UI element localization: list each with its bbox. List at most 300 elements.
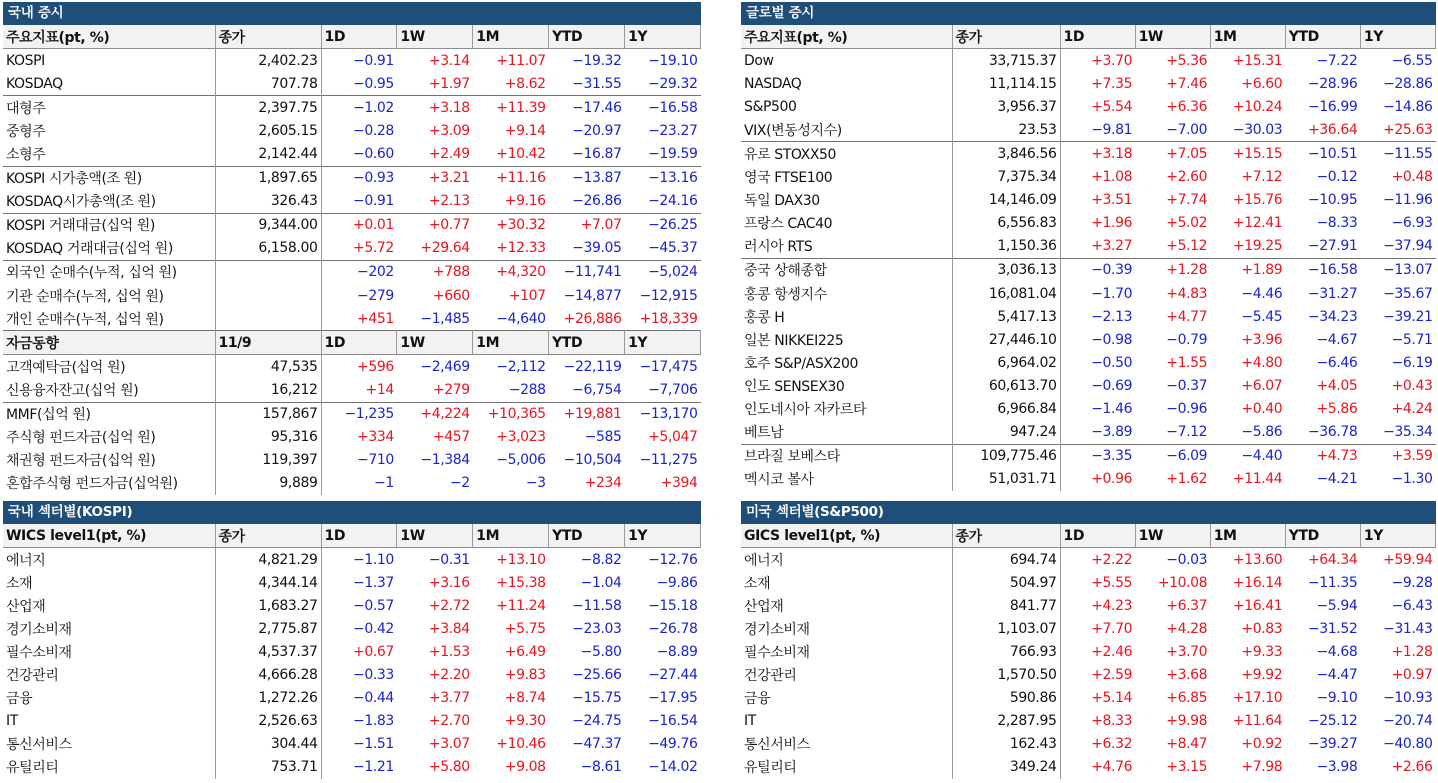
table-row [3, 284, 701, 307]
change-value: +13.10 [496, 551, 546, 568]
change-value: −0.42 [352, 620, 394, 637]
row-label: 소형주 [3, 142, 215, 166]
change-value: −25.12 [1307, 713, 1358, 730]
change-value: −14.86 [1383, 98, 1433, 115]
column-header: 종가 [952, 524, 1060, 548]
table-row [3, 190, 701, 214]
row-label: 통신서비스 [741, 733, 952, 756]
row-label: 기관 순매수(누적, 십억 원) [3, 284, 215, 307]
change-value: −1,485 [420, 310, 470, 327]
row-label: 소재 [3, 571, 215, 594]
change-value: +6.49 [504, 644, 546, 661]
change-value: −22,119 [563, 358, 622, 375]
change-value: −0.28 [352, 122, 394, 139]
table-row [741, 235, 1436, 259]
change-value: −14.02 [648, 759, 698, 776]
change-value: +5.36 [1166, 52, 1208, 69]
change-value: +234 [584, 475, 622, 492]
table-subheader-row [3, 331, 701, 355]
close-value [215, 284, 321, 307]
change-value: +11.44 [1232, 471, 1283, 488]
table-row [741, 548, 1436, 572]
change-value: −30.03 [1232, 121, 1283, 138]
table-row [3, 378, 701, 402]
panel-title: 미국 섹터별(S&P500) [741, 501, 1436, 524]
change-value: −45.37 [648, 240, 698, 257]
change-value: −19.32 [572, 52, 622, 69]
row-label: 일본 NIKKEI225 [741, 328, 952, 351]
row-label: 주식형 펀드자금(십억 원) [3, 426, 215, 449]
change-value: +0.77 [397, 213, 473, 237]
change-value: +16.41 [1232, 597, 1283, 614]
table-row [741, 142, 1436, 166]
change-value: −31.27 [1307, 285, 1358, 302]
domestic-market-table [3, 25, 701, 495]
change-value: +3.77 [428, 690, 470, 707]
change-value: −1 [374, 475, 394, 492]
domestic-market-panel [3, 2, 701, 495]
change-value: −5,024 [625, 260, 701, 284]
change-value: +279 [432, 381, 470, 398]
change-value: +5.86 [1316, 401, 1358, 418]
change-value: +5.14 [1091, 690, 1133, 707]
change-value: +12.33 [496, 240, 546, 257]
column-header: WICS level1(pt, %) [3, 524, 215, 548]
change-value: +0.92 [1241, 736, 1283, 753]
change-value: −0.39 [1060, 258, 1135, 282]
close-value: 304.44 [215, 733, 321, 756]
table-row [3, 664, 701, 687]
column-header: YTD [1285, 524, 1360, 548]
row-label: 멕시코 볼사 [741, 468, 952, 491]
change-value: −1.02 [321, 96, 397, 120]
row-label: IT [3, 710, 215, 733]
table-row [741, 594, 1436, 617]
close-value: 119,397 [215, 449, 321, 472]
change-value: +19.25 [1232, 238, 1283, 255]
change-value: −0.44 [352, 690, 394, 707]
table-row [741, 118, 1436, 142]
row-label: 건강관리 [3, 664, 215, 687]
column-header: 1M [1210, 524, 1285, 548]
change-value: −11.35 [1307, 574, 1358, 591]
change-value: −288 [508, 381, 546, 398]
row-label: Dow [741, 49, 952, 73]
row-label: KOSPI 거래대금(십억 원) [3, 213, 215, 237]
change-value: −1.04 [580, 574, 622, 591]
close-value: 2,775.87 [215, 617, 321, 640]
change-value: −31.52 [1307, 620, 1358, 637]
close-value: 2,142.44 [215, 142, 321, 166]
table-row [3, 449, 701, 472]
change-value: −39.05 [572, 240, 622, 257]
change-value: −34.23 [1307, 308, 1358, 325]
column-header: 1M [1210, 25, 1285, 49]
close-value: 1,683.27 [215, 594, 321, 617]
change-value: +1.62 [1166, 471, 1208, 488]
panel-title: 글로벌 증시 [741, 2, 1436, 25]
close-value: 27,446.10 [952, 328, 1060, 351]
change-value: −8.33 [1316, 215, 1358, 232]
change-value: +4.73 [1285, 444, 1360, 468]
change-value: −13.87 [549, 166, 625, 190]
change-value: −7.00 [1166, 121, 1208, 138]
column-header: 1W [397, 25, 473, 49]
close-value: 157,867 [215, 402, 321, 426]
change-value: +3.21 [397, 166, 473, 190]
change-value: −710 [357, 452, 394, 469]
change-value: +1.97 [428, 75, 470, 92]
close-value: 7,375.34 [952, 166, 1060, 189]
change-value: −202 [321, 260, 397, 284]
change-value: +8.74 [504, 690, 546, 707]
change-value: +36.64 [1307, 121, 1358, 138]
table-row [741, 398, 1436, 421]
change-value: −11,275 [639, 452, 698, 469]
change-value: −2.13 [1091, 308, 1133, 325]
row-label: 영국 FTSE100 [741, 166, 952, 189]
row-label: 러시아 RTS [741, 235, 952, 259]
change-value: −3 [525, 475, 546, 492]
change-value: −5.94 [1316, 597, 1358, 614]
panel-title: 국내 섹터별(KOSPI) [3, 501, 701, 524]
close-value: 109,775.46 [952, 444, 1060, 468]
row-label: 필수소비재 [3, 640, 215, 663]
row-label: KOSDAQ [3, 72, 215, 96]
column-header: 1D [321, 331, 397, 355]
close-value: 6,964.02 [952, 351, 1060, 374]
change-value: +2.60 [1166, 169, 1208, 186]
change-value: −11,741 [549, 260, 625, 284]
change-value: −0.79 [1166, 331, 1208, 348]
row-label: 프랑스 CAC40 [741, 212, 952, 235]
change-value: −49.76 [648, 736, 698, 753]
close-value: 6,966.84 [952, 398, 1060, 421]
column-header: 1Y [1360, 25, 1435, 49]
change-value: −13,170 [625, 402, 701, 426]
table-row [741, 571, 1436, 594]
change-value: −9.28 [1391, 574, 1433, 591]
change-value: −6.93 [1391, 215, 1433, 232]
change-value: −39.27 [1307, 736, 1358, 753]
close-value: 1,103.07 [952, 617, 1060, 640]
table-row [3, 402, 701, 426]
change-value: −1.30 [1391, 471, 1433, 488]
table-row [741, 258, 1436, 282]
change-value: −26.78 [648, 620, 698, 637]
change-value: +1.28 [1391, 644, 1433, 661]
change-value: −1.37 [352, 574, 394, 591]
change-value: +457 [432, 429, 470, 446]
close-value: 3,846.56 [952, 142, 1060, 166]
change-value: −13.16 [625, 166, 701, 190]
change-value: +2.20 [428, 667, 470, 684]
change-value: +11.16 [473, 166, 549, 190]
change-value: +7.12 [1241, 169, 1283, 186]
close-value: 60,613.70 [952, 374, 1060, 397]
change-value: −6.19 [1391, 354, 1433, 371]
change-value: +4.05 [1316, 377, 1358, 394]
table-row [741, 687, 1436, 710]
change-value: +1.89 [1210, 258, 1285, 282]
change-value: +11.64 [1232, 713, 1283, 730]
column-header: 1Y [625, 331, 701, 355]
close-value: 51,031.71 [952, 468, 1060, 491]
change-value: −6.46 [1316, 354, 1358, 371]
row-label: VIX(변동성지수) [741, 118, 952, 142]
close-value: 4,537.37 [215, 640, 321, 663]
change-value: +7.74 [1166, 192, 1208, 209]
change-value: −5.80 [580, 644, 622, 661]
change-value: −35.34 [1383, 424, 1433, 441]
table-row [3, 307, 701, 331]
close-value: 349.24 [952, 756, 1060, 779]
row-label: 통신서비스 [3, 733, 215, 756]
change-value: −26.25 [625, 213, 701, 237]
row-label: 유로 STOXX50 [741, 142, 952, 166]
table-row [741, 282, 1436, 305]
row-label: 경기소비재 [741, 617, 952, 640]
close-value: 1,150.36 [952, 235, 1060, 259]
table-row [741, 72, 1436, 95]
close-value: 16,212 [215, 378, 321, 402]
change-value: −16.54 [648, 713, 698, 730]
change-value: +8.62 [504, 75, 546, 92]
row-label: 인도네시아 자카르타 [741, 398, 952, 421]
table-row [741, 664, 1436, 687]
close-value: 753.71 [215, 756, 321, 779]
change-value: +3.51 [1091, 192, 1133, 209]
column-header: 1W [1135, 25, 1210, 49]
row-label: IT [741, 710, 952, 733]
table-row [741, 166, 1436, 189]
change-value: −4.67 [1316, 331, 1358, 348]
change-value: +26,886 [563, 310, 622, 327]
change-value: +334 [357, 429, 394, 446]
change-value: −1.70 [1091, 285, 1133, 302]
change-value: −2 [449, 475, 470, 492]
change-value: −5.45 [1241, 308, 1283, 325]
change-value: −29.32 [648, 75, 698, 92]
change-value: +0.01 [321, 213, 397, 237]
table-row [3, 72, 701, 96]
change-value: −17.95 [648, 690, 698, 707]
row-label: 소재 [741, 571, 952, 594]
column-header: YTD [549, 25, 625, 49]
change-value: −3.98 [1316, 759, 1358, 776]
change-value: −11.58 [572, 597, 622, 614]
row-label: S&P500 [741, 95, 952, 118]
kospi-sector-panel [3, 501, 701, 779]
row-label: 유틸리티 [741, 756, 952, 779]
change-value: −28.86 [1383, 75, 1433, 92]
close-value: 11,114.15 [952, 72, 1060, 95]
change-value: +3.18 [1060, 142, 1135, 166]
change-value: +2.13 [428, 193, 470, 210]
change-value: +4.77 [1166, 308, 1208, 325]
close-value: 841.77 [952, 594, 1060, 617]
change-value: +64.34 [1307, 551, 1358, 568]
change-value: −1,384 [420, 452, 470, 469]
change-value: +17.10 [1232, 690, 1283, 707]
change-value: +59.94 [1383, 551, 1433, 568]
column-header: 11/9 [215, 331, 321, 355]
change-value: +10,365 [473, 402, 549, 426]
change-value: +12.41 [1232, 215, 1283, 232]
close-value: 504.97 [952, 571, 1060, 594]
change-value: −8.61 [580, 759, 622, 776]
change-value: −0.31 [428, 551, 470, 568]
close-value: 1,570.50 [952, 664, 1060, 687]
global-market-table [741, 25, 1436, 491]
change-value: −27.91 [1307, 238, 1358, 255]
change-value: −24.16 [648, 193, 698, 210]
close-value: 9,889 [215, 472, 321, 495]
change-value: −7.22 [1316, 52, 1358, 69]
table-row [741, 189, 1436, 212]
column-header: 종가 [215, 524, 321, 548]
row-label: 브라질 보베스타 [741, 444, 952, 468]
change-value: −0.37 [1166, 377, 1208, 394]
change-value: −0.69 [1091, 377, 1133, 394]
table-row [741, 212, 1436, 235]
close-value: 6,556.83 [952, 212, 1060, 235]
us-sector-panel [741, 501, 1436, 779]
column-header: 1Y [625, 524, 701, 548]
change-value: −11.96 [1383, 192, 1433, 209]
table-row [741, 468, 1436, 491]
table-row [741, 640, 1436, 663]
row-label: 에너지 [3, 548, 215, 572]
change-value: +25.63 [1383, 121, 1433, 138]
change-value: −12.76 [648, 551, 698, 568]
change-value: +2.46 [1091, 644, 1133, 661]
change-value: −40.80 [1383, 736, 1433, 753]
close-value: 326.43 [215, 190, 321, 214]
table-row [3, 49, 701, 73]
change-value: +9.33 [1241, 644, 1283, 661]
change-value: +16.14 [1232, 574, 1283, 591]
column-header: YTD [549, 331, 625, 355]
change-value: +3.96 [1241, 331, 1283, 348]
table-header-row [3, 524, 701, 548]
row-label: 베트남 [741, 421, 952, 445]
change-value: +8.47 [1166, 736, 1208, 753]
close-value: 4,344.14 [215, 571, 321, 594]
change-value: −10.93 [1383, 690, 1433, 707]
change-value: +451 [357, 310, 394, 327]
row-label: MMF(십억 원) [3, 402, 215, 426]
panel-title: 국내 증시 [3, 2, 701, 25]
change-value: −27.44 [648, 667, 698, 684]
change-value: +1.55 [1166, 354, 1208, 371]
change-value: +10.08 [1157, 574, 1208, 591]
change-value: +1.28 [1135, 258, 1210, 282]
change-value: +660 [432, 287, 470, 304]
table-row [3, 119, 701, 142]
change-value: −24.75 [572, 713, 622, 730]
table-row [3, 237, 701, 261]
change-value: −17,475 [639, 358, 698, 375]
change-value: +3.07 [428, 736, 470, 753]
change-value: −31.55 [572, 75, 622, 92]
change-value: +7.07 [549, 213, 625, 237]
change-value: +18,339 [639, 310, 698, 327]
change-value: −36.78 [1307, 424, 1358, 441]
change-value: +9.30 [504, 713, 546, 730]
column-header: 1M [473, 25, 549, 49]
change-value: −31.43 [1383, 620, 1433, 637]
change-value: −4.40 [1210, 444, 1285, 468]
change-value: +596 [357, 358, 394, 375]
change-value: +1.96 [1091, 215, 1133, 232]
change-value: +107 [508, 287, 546, 304]
change-value: −7.12 [1166, 424, 1208, 441]
change-value: −2,469 [420, 358, 470, 375]
column-header: 1M [473, 331, 549, 355]
change-value: −20.74 [1383, 713, 1433, 730]
table-row [741, 444, 1436, 468]
change-value: +6.36 [1166, 98, 1208, 115]
close-value: 2,287.95 [952, 710, 1060, 733]
table-row [741, 305, 1436, 328]
change-value: +6.07 [1241, 377, 1283, 394]
change-value: +2.72 [428, 597, 470, 614]
change-value: +2.70 [428, 713, 470, 730]
change-value: +3.14 [428, 52, 470, 69]
change-value: +4,320 [473, 260, 549, 284]
close-value: 1,272.26 [215, 687, 321, 710]
change-value: −1.46 [1091, 401, 1133, 418]
column-header: 1D [1060, 25, 1135, 49]
row-label: 홍콩 H [741, 305, 952, 328]
change-value: −10,504 [563, 452, 622, 469]
change-value: −17.46 [549, 96, 625, 120]
change-value: +5,047 [648, 429, 698, 446]
change-value: −16.58 [1285, 258, 1360, 282]
change-value: −10.51 [1285, 142, 1360, 166]
change-value: −0.03 [1166, 551, 1208, 568]
row-label: 인도 SENSEX30 [741, 374, 952, 397]
change-value: −0.33 [352, 667, 394, 684]
row-label: 외국인 순매수(누적, 십억 원) [3, 260, 215, 284]
row-label: 필수소비재 [741, 640, 952, 663]
change-value: −16.87 [572, 146, 622, 163]
table-row [3, 355, 701, 379]
change-value: −11.55 [1360, 142, 1435, 166]
row-label: 고객예탁금(십억 원) [3, 355, 215, 379]
change-value: +29.64 [420, 240, 470, 257]
table-row [741, 756, 1436, 779]
row-label: 금융 [741, 687, 952, 710]
change-value: −13.07 [1360, 258, 1435, 282]
change-value: +788 [397, 260, 473, 284]
change-value: −39.21 [1383, 308, 1433, 325]
table-row [741, 710, 1436, 733]
column-header: 종가 [952, 25, 1060, 49]
table-row [3, 213, 701, 237]
table-row [3, 166, 701, 190]
change-value: −6,754 [572, 381, 622, 398]
change-value: +6.60 [1241, 75, 1283, 92]
column-header: 자금동향 [3, 331, 215, 355]
change-value: +1.53 [428, 644, 470, 661]
column-header: 1D [321, 524, 397, 548]
change-value: −25.66 [572, 667, 622, 684]
close-value: 5,417.13 [952, 305, 1060, 328]
table-row [3, 472, 701, 495]
change-value: +19,881 [549, 402, 625, 426]
